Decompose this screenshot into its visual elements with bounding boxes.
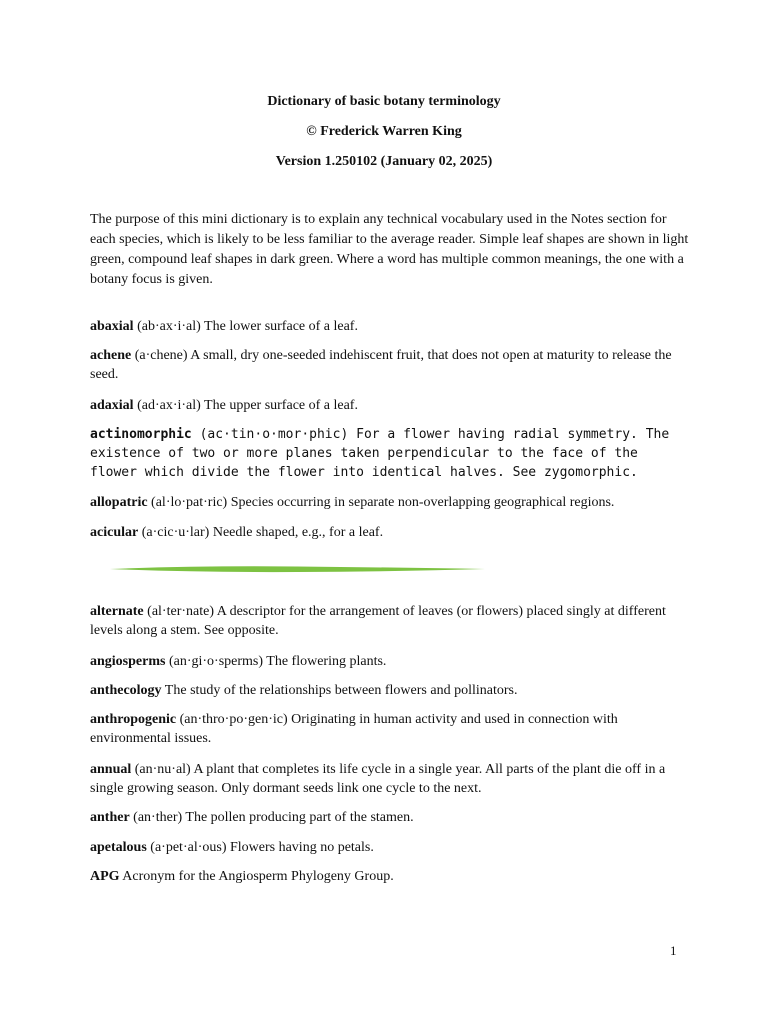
entry-definition: Originating in human activity and used in connection with environmental issues.: [90, 712, 618, 746]
entry-term: achene: [90, 348, 132, 363]
entry-term: adaxial: [90, 398, 134, 413]
entry-pronunciation: (ad·ax·i·al): [133, 398, 201, 413]
section-divider: [110, 562, 485, 576]
document-title: Dictionary of basic botany terminology: [267, 94, 501, 109]
entry-annual: [90, 760, 690, 798]
page-number: 1: [670, 943, 677, 958]
entry-definition: The flowering plants.: [263, 654, 387, 669]
entry-apg: [90, 867, 690, 886]
entry-definition: A small, dry one-seeded indehiscent fruit, that does not open at maturity to release the seed.: [90, 348, 672, 382]
entry-definition: Needle shaped, e.g., for a leaf.: [209, 525, 384, 540]
entry-pronunciation: (an·gi·o·sperms): [165, 654, 264, 669]
entry-definition: The study of the relationships between flowers and pollinators.: [161, 683, 518, 698]
entry-apetalous: [90, 838, 690, 857]
entry-term: acicular: [90, 525, 139, 540]
entry-term: annual: [90, 762, 132, 777]
intro-paragraph: The purpose of this mini dictionary is to explain any technical vocabulary used in the Notes section for each species, which is likely to be less familiar to the average reader. Simple leaf shapes are shown in light green, compound leaf shapes in dark green. Where a word has multiple common meanings, the one with a botany focus is given.: [90, 212, 689, 287]
entry-alternate: [90, 602, 690, 640]
entry-allopatric: [90, 493, 690, 512]
entry-term: angiosperms: [90, 654, 166, 669]
entry-pronunciation: (ac·tin·o·mor·phic): [191, 427, 349, 442]
entry-term: anthecology: [90, 683, 162, 698]
entry-term: APG: [90, 869, 120, 884]
entry-term: abaxial: [90, 319, 134, 334]
entry-anthecology: [90, 681, 690, 700]
entry-definition: Flowers having no petals.: [226, 840, 374, 855]
entry-term: actinomorphic: [90, 427, 192, 442]
entry-definition: Species occurring in separate non-overlapping geographical regions.: [227, 495, 615, 510]
entry-definition: A plant that completes its life cycle in a single year. All parts of the plant die off in a single growing season. Only dormant seeds link one cycle to the next.: [90, 762, 666, 796]
entry-term: alternate: [90, 604, 144, 619]
entry-pronunciation: (an·nu·al): [131, 762, 191, 777]
entry-anthropogenic: [90, 710, 690, 748]
entry-term: allopatric: [90, 495, 148, 510]
entry-definition: Acronym for the Angiosperm Phylogeny Group.: [119, 869, 394, 884]
entry-pronunciation: (ab·ax·i·al): [133, 319, 201, 334]
entry-definition: The pollen producing part of the stamen.: [182, 810, 414, 825]
entry-pronunciation: (a·pet·al·ous): [146, 840, 227, 855]
divider-stroke: [110, 566, 485, 572]
entry-angiosperms: [90, 652, 690, 671]
entry-pronunciation: (an·thro·po·gen·ic): [176, 712, 288, 727]
entry-definition: For a flower having radial symmetry. The existence of two or more planes taken perpendicular to the face of the flower which divide the flower into identical halves. See zygomorphic.: [90, 427, 670, 480]
entry-achene: [90, 346, 690, 384]
entry-term: apetalous: [90, 840, 147, 855]
entry-definition: A descriptor for the arrangement of leaves (or flowers) placed singly at different levels along a stem. See opposite.: [90, 604, 666, 638]
entry-pronunciation: (al·lo·pat·ric): [147, 495, 228, 510]
document-author: © Frederick Warren King: [306, 124, 462, 139]
entry-pronunciation: (a·chene): [131, 348, 188, 363]
entry-acicular: [90, 523, 690, 542]
entry-adaxial: [90, 396, 690, 415]
entry-pronunciation: (al·ter·nate): [143, 604, 214, 619]
document-version: Version 1.250102 (January 02, 2025): [275, 154, 493, 169]
entry-term: anther: [90, 810, 130, 825]
entry-pronunciation: (an·ther): [129, 810, 183, 825]
entry-definition: The upper surface of a leaf.: [200, 398, 358, 413]
entry-definition: The lower surface of a leaf.: [200, 319, 358, 334]
entry-actinomorphic: [90, 425, 690, 482]
entry-pronunciation: (a·cic·u·lar): [138, 525, 210, 540]
entry-abaxial: [90, 317, 690, 336]
entry-anther: [90, 808, 690, 827]
entry-term: anthropogenic: [90, 712, 177, 727]
